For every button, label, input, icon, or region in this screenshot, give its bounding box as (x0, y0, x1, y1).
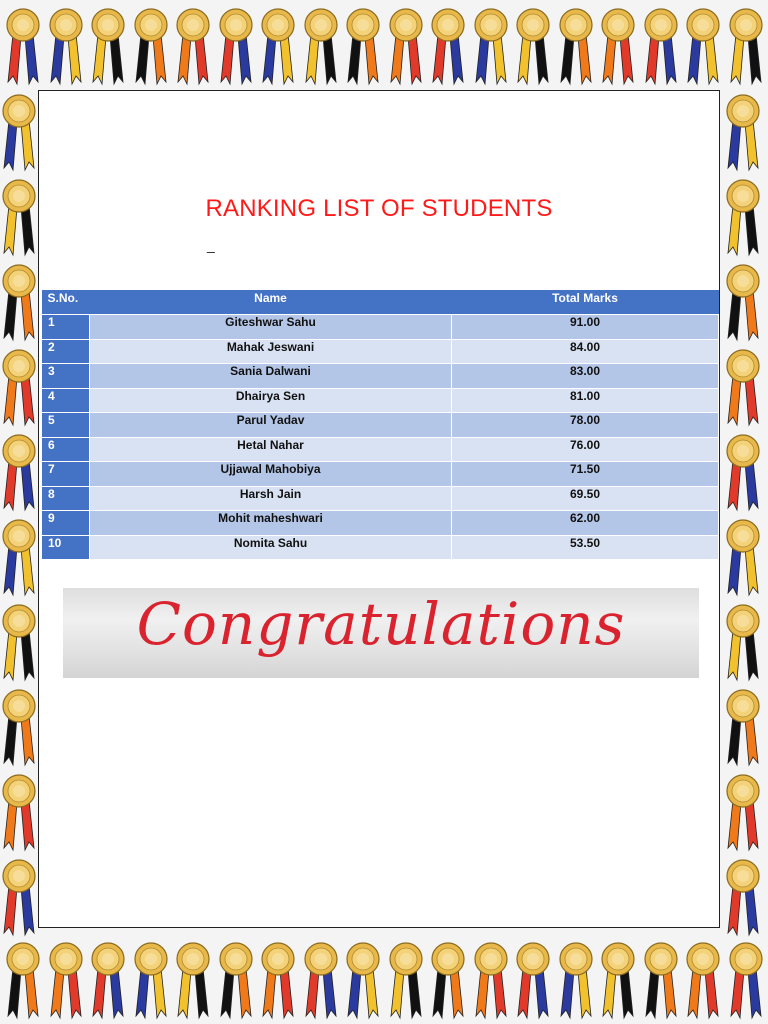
award-ribbon-icon (599, 6, 637, 86)
award-ribbon-icon (217, 6, 255, 86)
cell-sno: 9 (42, 511, 90, 536)
table-row (42, 462, 719, 487)
award-ribbon-icon (47, 6, 85, 86)
award-ribbon-icon (724, 347, 762, 427)
award-ribbon-icon (429, 940, 467, 1020)
table-row (42, 511, 719, 536)
table-header-row (42, 290, 719, 315)
award-ribbon-icon (4, 6, 42, 86)
award-ribbon-icon (724, 857, 762, 937)
award-ribbon-icon (724, 517, 762, 597)
award-ribbon-icon (0, 772, 38, 852)
award-ribbon-icon (429, 6, 467, 86)
award-ribbon-icon (0, 517, 38, 597)
header-total-marks: Total Marks (452, 290, 719, 315)
table-row (42, 413, 719, 438)
cell-sno: 6 (42, 437, 90, 462)
cell-sno: 5 (42, 413, 90, 438)
award-ribbon-icon (724, 602, 762, 682)
table-row (42, 364, 719, 389)
award-ribbon-icon (0, 857, 38, 937)
award-ribbon-icon (4, 940, 42, 1020)
cell-sno: 3 (42, 364, 90, 389)
award-ribbon-icon (0, 177, 38, 257)
award-ribbon-icon (387, 940, 425, 1020)
cell-marks: 62.00 (452, 511, 719, 536)
cell-name: Mahak Jeswani (90, 339, 452, 364)
cell-name: Dhairya Sen (90, 388, 452, 413)
award-ribbon-icon (0, 602, 38, 682)
award-ribbon-icon (599, 940, 637, 1020)
award-ribbon-icon (472, 6, 510, 86)
cell-name: Hetal Nahar (90, 437, 452, 462)
award-ribbon-icon (387, 6, 425, 86)
cell-marks: 91.00 (452, 315, 719, 340)
table-row (42, 486, 719, 511)
award-ribbon-icon (642, 940, 680, 1020)
award-ribbon-icon (217, 940, 255, 1020)
award-ribbon-icon (302, 6, 340, 86)
cell-name: Nomita Sahu (90, 535, 452, 560)
table-row (42, 437, 719, 462)
award-ribbon-icon (724, 92, 762, 172)
award-ribbon-icon (89, 940, 127, 1020)
award-ribbon-icon (0, 347, 38, 427)
award-ribbon-icon (514, 940, 552, 1020)
cell-marks: 71.50 (452, 462, 719, 487)
award-ribbon-icon (0, 262, 38, 342)
award-ribbon-icon (727, 6, 765, 86)
cell-sno: 4 (42, 388, 90, 413)
cell-name: Parul Yadav (90, 413, 452, 438)
cell-sno: 2 (42, 339, 90, 364)
cell-sno: 10 (42, 535, 90, 560)
award-ribbon-icon (557, 6, 595, 86)
cell-name: Harsh Jain (90, 486, 452, 511)
banner-text: Congratulations (136, 590, 626, 658)
cell-sno: 1 (42, 315, 90, 340)
page-title: RANKING LIST OF STUDENTS (205, 195, 553, 222)
ranking-table (41, 290, 719, 560)
table-row (42, 315, 719, 340)
cell-name: Sania Dalwani (90, 364, 452, 389)
cell-marks: 81.00 (452, 388, 719, 413)
award-ribbon-icon (47, 940, 85, 1020)
cell-marks: 83.00 (452, 364, 719, 389)
award-ribbon-icon (724, 687, 762, 767)
award-ribbon-icon (724, 177, 762, 257)
table-row (42, 535, 719, 560)
award-ribbon-icon (727, 940, 765, 1020)
award-ribbon-icon (642, 6, 680, 86)
header-sno: S.No. (42, 290, 90, 315)
award-ribbon-icon (724, 772, 762, 852)
award-ribbon-icon (0, 687, 38, 767)
award-ribbon-icon (174, 6, 212, 86)
cell-marks: 78.00 (452, 413, 719, 438)
congratulations-banner (63, 588, 699, 678)
award-ribbon-icon (684, 6, 722, 86)
award-ribbon-icon (174, 940, 212, 1020)
cell-marks: 76.00 (452, 437, 719, 462)
document-page (38, 90, 720, 928)
award-ribbon-icon (0, 92, 38, 172)
award-ribbon-icon (0, 432, 38, 512)
dash-mark: _ (207, 237, 215, 253)
cell-sno: 7 (42, 462, 90, 487)
table-row (42, 339, 719, 364)
award-ribbon-icon (132, 940, 170, 1020)
award-ribbon-icon (684, 940, 722, 1020)
award-ribbon-icon (89, 6, 127, 86)
award-ribbon-icon (302, 940, 340, 1020)
cell-name: Giteshwar Sahu (90, 315, 452, 340)
award-ribbon-icon (344, 6, 382, 86)
award-ribbon-icon (132, 6, 170, 86)
cell-sno: 8 (42, 486, 90, 511)
award-ribbon-icon (472, 940, 510, 1020)
table-row (42, 388, 719, 413)
award-ribbon-icon (724, 432, 762, 512)
award-ribbon-icon (344, 940, 382, 1020)
award-ribbon-icon (514, 6, 552, 86)
award-ribbon-icon (259, 940, 297, 1020)
cell-name: Mohit maheshwari (90, 511, 452, 536)
cell-marks: 69.50 (452, 486, 719, 511)
award-ribbon-icon (259, 6, 297, 86)
award-ribbon-icon (724, 262, 762, 342)
award-ribbon-icon (557, 940, 595, 1020)
cell-name: Ujjawal Mahobiya (90, 462, 452, 487)
header-name: Name (90, 290, 452, 315)
cell-marks: 53.50 (452, 535, 719, 560)
cell-marks: 84.00 (452, 339, 719, 364)
